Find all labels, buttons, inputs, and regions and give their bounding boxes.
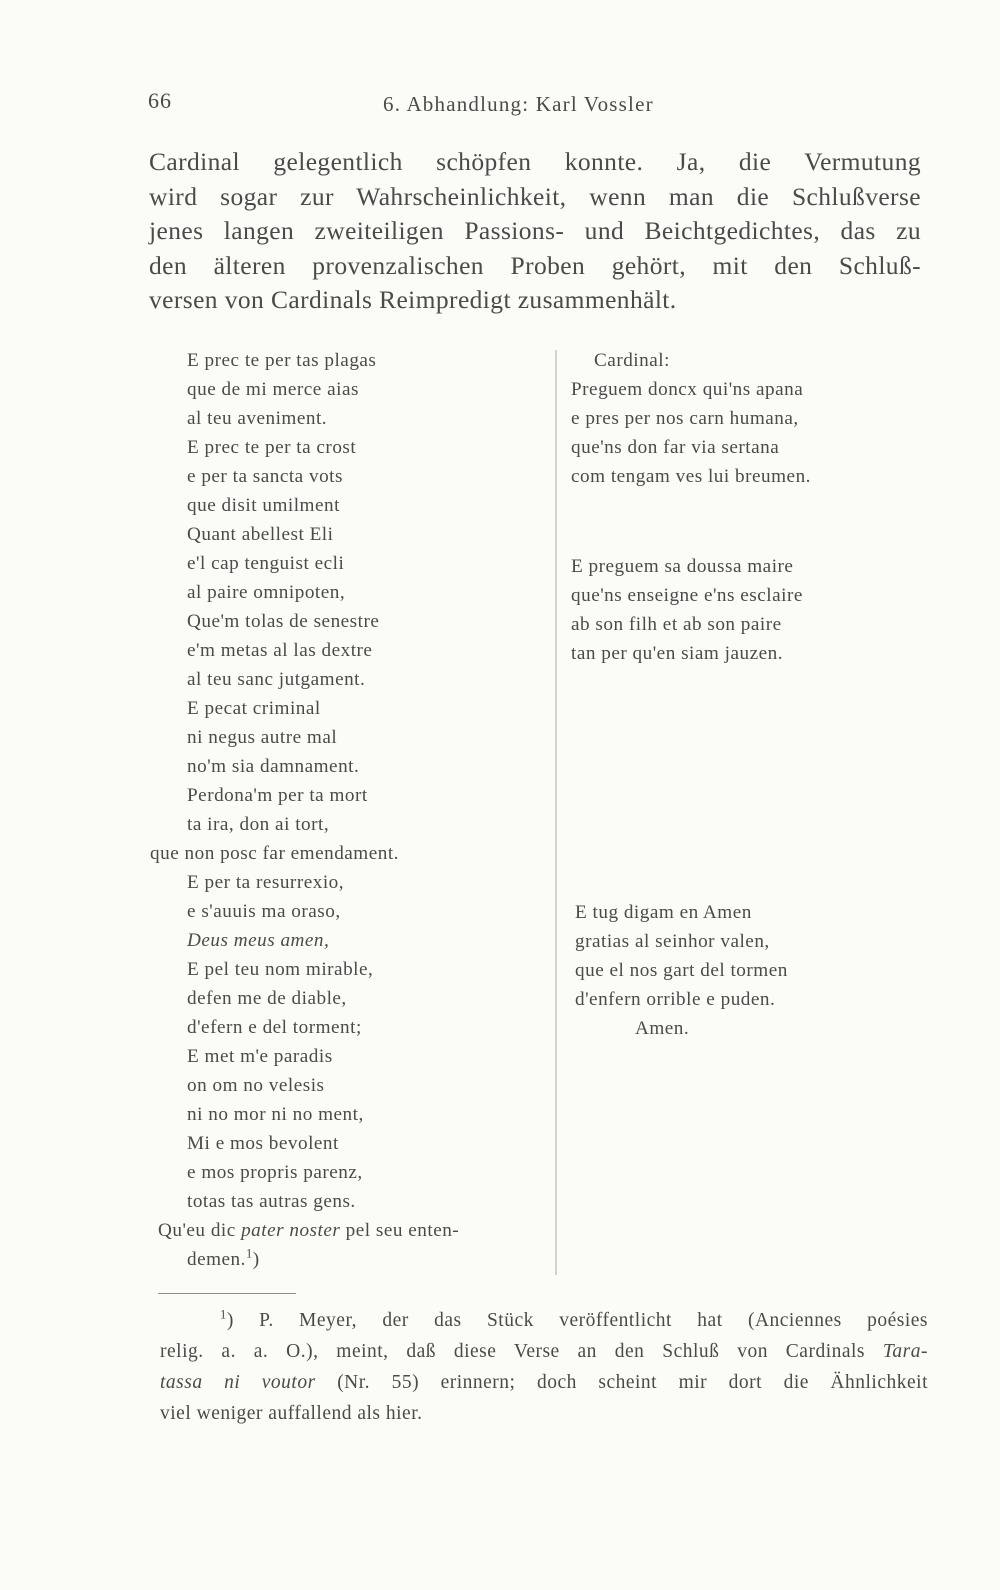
footnote-marker-paren: ) [226, 1310, 234, 1331]
verse-italic: pater noster [241, 1220, 341, 1241]
running-head: 6. Abhandlung: Karl Vossler [383, 92, 654, 116]
verse-line: com tengam ves lui breumen. [571, 466, 811, 487]
verse-line: on om no velesis [187, 1075, 325, 1096]
verse-italic: Deus meus amen, [187, 930, 330, 951]
verse-line [158, 1216, 459, 1245]
verse-line: e'm metas al las dextre [187, 640, 373, 661]
verse-line: defen me de diable, [187, 988, 347, 1009]
verse-line: e s'auuis ma oraso, [187, 901, 341, 922]
verse-line: ab son filh et ab son paire [571, 614, 782, 635]
footnote-text: relig. a. a. O.), meint, daß diese Verse an den Schluß von Cardinals [160, 1341, 883, 1362]
footnote-title: Tara- [882, 1341, 928, 1362]
verse-line: d'enfern orrible e puden. [575, 989, 776, 1010]
footnote-line [160, 1305, 928, 1336]
verse-line: Quant abellest Eli [187, 524, 334, 545]
verse-segment: ) [252, 1249, 260, 1270]
verse-line: E prec te per ta crost [187, 437, 357, 458]
verse-line: ta ira, don ai tort, [187, 814, 330, 835]
footnote-reference: 1 [245, 1246, 253, 1261]
verse-line [187, 1245, 260, 1274]
speaker-label: Cardinal: [594, 350, 670, 371]
footnote-line: viel weniger auffallend als hier. [160, 1403, 423, 1424]
footnote-marker: 1 [220, 1307, 227, 1322]
verse-line: E prec te per tas plagas [187, 350, 377, 371]
footnote-line [160, 1367, 928, 1398]
verse-line [187, 926, 329, 955]
body-line: versen von Cardinals Reimpredigt zusammenhält. [149, 285, 677, 314]
footnote [160, 1305, 928, 1429]
verse-line: Amen. [635, 1018, 690, 1039]
body-line: wird sogar zur Wahrscheinlichkeit, wenn man die Schlußverse [149, 181, 921, 211]
verse-line: E pecat criminal [187, 698, 321, 719]
verse-segment: Qu'eu dic [158, 1220, 242, 1241]
verse-line: que el nos gart del tormen [575, 960, 788, 981]
verse-line: al paire omnipoten, [187, 582, 346, 603]
column-divider [555, 350, 557, 1275]
verse-line: que disit umilment [187, 495, 340, 516]
body-line: Cardinal gelegentlich schöpfen konnte. Ja, die Vermutung [149, 147, 921, 176]
verse-line: E per ta resurrexio, [187, 872, 345, 893]
body-line: jenes langen zweiteiligen Passions- und Beichtgedichtes, das zu [149, 216, 921, 245]
verse-line: no'm sia damnament. [187, 756, 360, 777]
verse-line: ni no mor ni no ment, [187, 1104, 364, 1125]
footnote-title: tassa ni voutor [160, 1372, 316, 1393]
verse-line: E tug digam en Amen [575, 902, 752, 923]
verse-line: e pres per nos carn humana, [571, 408, 799, 429]
verse-line: que non posc far emendament. [150, 843, 399, 864]
verse-line: que'ns don far via sertana [571, 437, 780, 458]
verse-line: Que'm tolas de senestre [187, 611, 380, 632]
verse-line: Preguem doncx qui'ns apana [571, 379, 804, 400]
footnote-line [160, 1336, 928, 1367]
verse-line: Mi e mos bevolent [187, 1133, 339, 1154]
verse-line: que'ns enseigne e'ns esclaire [571, 585, 803, 606]
verse-line: e per ta sancta vots [187, 466, 343, 487]
verse-line: e'l cap tenguist ecli [187, 553, 345, 574]
verse-line: E pel teu nom mirable, [187, 959, 374, 980]
footnote-rule [158, 1293, 296, 1294]
verse-segment: pel seu enten- [340, 1220, 460, 1241]
verse-line: E preguem sa doussa maire [571, 556, 794, 577]
verse-line: totas tas autras gens. [187, 1191, 356, 1212]
verse-line: que de mi merce aias [187, 379, 359, 400]
footnote-text: (Nr. 55) erinnern; doch scheint mir dort die Ähnlichkeit [315, 1372, 928, 1393]
footnote-text: P. Meyer, der das Stück veröffentlicht hat (Anciennes poésies [233, 1310, 928, 1331]
body-line: den älteren provenzalischen Proben gehört, mit den Schluß- [149, 250, 921, 280]
verse-line: e mos propris parenz, [187, 1162, 363, 1183]
verse-line: ni negus autre mal [187, 727, 338, 748]
verse-line: tan per qu'en siam jauzen. [571, 643, 783, 664]
body-paragraph [149, 145, 921, 318]
verse-segment: demen. [187, 1249, 246, 1270]
page-number: 66 [148, 88, 172, 113]
verse-line: al teu sanc jutgament. [187, 669, 366, 690]
verse-line: E met m'e paradis [187, 1046, 333, 1067]
verse-line: al teu aveniment. [187, 408, 328, 429]
verse-line: gratias al seinhor valen, [575, 931, 770, 952]
verse-line: d'efern e del torment; [187, 1017, 362, 1038]
verse-line: Perdona'm per ta mort [187, 785, 368, 806]
